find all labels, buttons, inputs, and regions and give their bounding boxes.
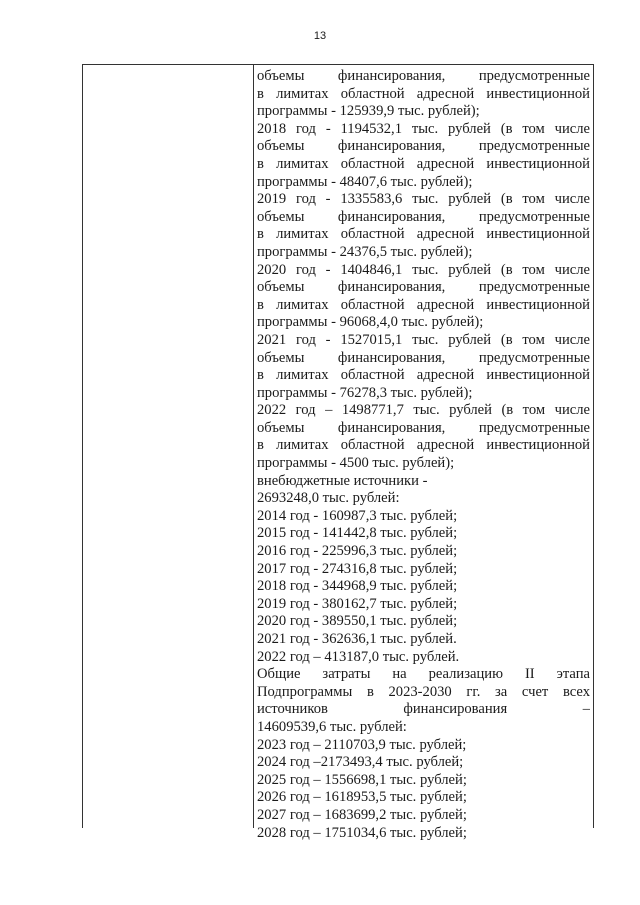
content-line: 2024 год –2173493,4 тыс. рублей; <box>257 754 464 771</box>
content-line: 2020 год - 1404846,1 тыс. рублей (в том числе <box>257 261 590 278</box>
content-line: 2019 год - 1335583,6 тыс. рублей (в том числе <box>257 191 590 208</box>
content-line: 2022 год – 1498771,7 тыс. рублей (в том числе <box>257 402 590 419</box>
content-line: объемы финансирования, предусмотренные <box>257 138 590 155</box>
content-line: 2023 год – 2110703,9 тыс. рублей; <box>257 736 467 753</box>
content-line: программы - 76278,3 тыс. рублей); <box>257 384 473 401</box>
content-line: 2020 год - 389550,1 тыс. рублей; <box>257 613 458 630</box>
content-line: 2022 год – 413187,0 тыс. рублей. <box>257 648 460 665</box>
content-line: 2015 год - 141442,8 тыс. рублей; <box>257 525 458 542</box>
content-line: программы - 96068,4,0 тыс. рублей); <box>257 314 484 331</box>
content-line: Общие затраты на реализацию II этапа <box>257 666 590 683</box>
content-line: объемы финансирования, предусмотренные <box>257 419 590 436</box>
table-right-column <box>257 68 590 842</box>
content-line: 2693248,0 тыс. рублей: <box>257 490 400 507</box>
content-line: программы - 4500 тыс. рублей); <box>257 455 455 472</box>
content-line: 2014 год - 160987,3 тыс. рублей; <box>257 507 458 524</box>
table-left-column <box>83 65 254 828</box>
content-line: 14609539,6 тыс. рублей: <box>257 718 407 735</box>
content-line: Подпрограммы в 2023-2030 гг. за счет всех <box>257 683 590 700</box>
content-line: источников финансирования – <box>257 701 590 718</box>
content-line: объемы финансирования, предусмотренные <box>257 279 590 296</box>
content-line: программы - 24376,5 тыс. рублей); <box>257 243 473 260</box>
content-line: в лимитах областной адресной инвестиционной <box>257 367 590 384</box>
content-line: 2019 год - 380162,7 тыс. рублей; <box>257 595 458 612</box>
content-line: 2018 год - 1194532,1 тыс. рублей (в том числе <box>257 120 590 137</box>
content-line: 2028 год – 1751034,6 тыс. рублей; <box>257 824 467 841</box>
content-line: объемы финансирования, предусмотренные <box>257 349 590 366</box>
content-line: 2021 год - 362636,1 тыс. рублей. <box>257 631 457 647</box>
content-line: 2026 год – 1618953,5 тыс. рублей; <box>257 789 467 806</box>
content-line: в лимитах областной адресной инвестиционной <box>257 437 590 454</box>
content-line: в лимитах областной адресной инвестиционной <box>257 155 590 172</box>
content-line: 2018 год - 344968,9 тыс. рублей; <box>257 578 458 595</box>
content-line: внебюджетные источники - <box>257 472 428 489</box>
content-line: объемы финансирования, предусмотренные <box>257 68 590 84</box>
content-line: в лимитах областной адресной инвестиционной <box>257 85 590 102</box>
content-line: 2017 год - 274316,8 тыс. рублей; <box>257 560 458 577</box>
content-line: программы - 125939,9 тыс. рублей); <box>257 103 480 120</box>
content-line: 2021 год - 1527015,1 тыс. рублей (в том числе <box>257 331 590 348</box>
content-line: объемы финансирования, предусмотренные <box>257 208 590 225</box>
content-line: 2016 год - 225996,3 тыс. рублей; <box>257 543 458 560</box>
content-line: в лимитах областной адресной инвестиционной <box>257 296 590 313</box>
content-line: 2027 год – 1683699,2 тыс. рублей; <box>257 806 467 823</box>
content-line: 2025 год – 1556698,1 тыс. рублей; <box>257 771 467 788</box>
document-table <box>82 64 594 841</box>
content-line: программы - 48407,6 тыс. рублей); <box>257 173 473 190</box>
page-number: 13 <box>313 30 327 42</box>
content-line: в лимитах областной адресной инвестиционной <box>257 226 590 243</box>
